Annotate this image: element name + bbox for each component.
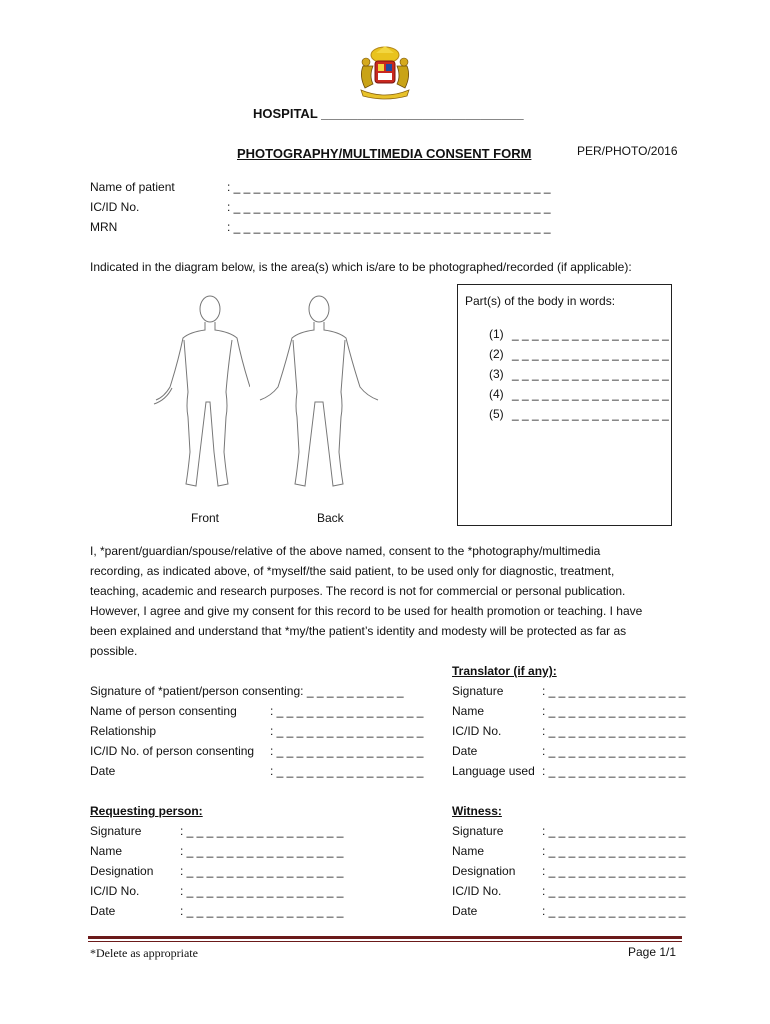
consenting-relationship-field[interactable]: : _ _ _ _ _ _ _ _ _ _ _ _ _ _ _ xyxy=(270,724,424,738)
part-number: (3) xyxy=(489,367,504,381)
part-number: (2) xyxy=(489,347,504,361)
witness-label: Signature xyxy=(452,824,504,838)
footer-divider xyxy=(88,941,682,942)
translator-label: IC/ID No. xyxy=(452,724,502,738)
consent-line: possible. xyxy=(90,644,138,658)
patient-mrn-label: MRN xyxy=(90,220,118,234)
consenting-label: IC/ID No. of person consenting xyxy=(90,744,255,758)
hospital-title: HOSPITAL ____________________________ xyxy=(253,106,524,121)
consenting-name-field[interactable]: : _ _ _ _ _ _ _ _ _ _ _ _ _ _ _ xyxy=(270,704,424,718)
translator-label: Signature xyxy=(452,684,504,698)
footer-divider xyxy=(88,936,682,939)
part-number: (4) xyxy=(489,387,504,401)
consent-line: teaching, academic and research purposes. The record is not for commercial or personal publication. xyxy=(90,584,626,598)
part-number: (5) xyxy=(489,407,504,421)
witness-name-field[interactable]: : _ _ _ _ _ _ _ _ _ _ _ _ _ _ xyxy=(542,844,686,858)
requesting-label: Designation xyxy=(90,864,154,878)
witness-label: IC/ID No. xyxy=(452,884,502,898)
patient-mrn-field[interactable]: : _ _ _ _ _ _ _ _ _ _ _ _ _ _ _ _ _ _ _ _ _ _ _ _ _ _ _ _ _ _ _ _ xyxy=(227,220,551,234)
translator-label: Date xyxy=(452,744,478,758)
translator-label: Language used xyxy=(452,764,535,778)
form-code: PER/PHOTO/2016 xyxy=(577,144,678,158)
body-parts-box xyxy=(457,284,672,526)
requesting-title: Requesting person: xyxy=(90,804,203,818)
back-body-outline-icon xyxy=(256,292,386,497)
witness-designation-field[interactable]: : _ _ _ _ _ _ _ _ _ _ _ _ _ _ xyxy=(542,864,686,878)
front-label: Front xyxy=(191,511,220,525)
witness-title: Witness: xyxy=(452,804,502,818)
translator-title: Translator (if any): xyxy=(452,664,557,678)
consent-statement xyxy=(90,541,682,661)
consenting-label: Date xyxy=(90,764,116,778)
footer-note: *Delete as appropriate xyxy=(90,946,198,960)
requesting-signature-field[interactable]: : _ _ _ _ _ _ _ _ _ _ _ _ _ _ _ _ xyxy=(180,824,344,838)
part-field[interactable]: _ _ _ _ _ _ _ _ _ _ _ _ _ _ _ _ xyxy=(512,327,669,341)
requesting-ic-field[interactable]: : _ _ _ _ _ _ _ _ _ _ _ _ _ _ _ _ xyxy=(180,884,344,898)
patient-ic-label: IC/ID No. xyxy=(90,200,140,214)
consent-line: I, *parent/guardian/spouse/relative of the above named, consent to the *photography/multimedia xyxy=(90,544,601,558)
consent-line: been explained and understand that *my/the patient’s identity and modesty will be protected as far as xyxy=(90,624,627,638)
requesting-label: Date xyxy=(90,904,116,918)
form-title: PHOTOGRAPHY/MULTIMEDIA CONSENT FORM xyxy=(237,146,532,161)
witness-ic-field[interactable]: : _ _ _ _ _ _ _ _ _ _ _ _ _ _ xyxy=(542,884,686,898)
consent-line: However, I agree and give my consent for this record to be used for health promotion or teaching. I have xyxy=(90,604,643,618)
translator-language-field[interactable]: : _ _ _ _ _ _ _ _ _ _ _ _ _ _ xyxy=(542,764,686,778)
consenting-label: Relationship xyxy=(90,724,157,738)
patient-name-label: Name of patient xyxy=(90,180,175,194)
patient-ic-field[interactable]: : _ _ _ _ _ _ _ _ _ _ _ _ _ _ _ _ _ _ _ _ _ _ _ _ _ _ _ _ _ _ _ _ xyxy=(227,200,551,214)
translator-signature-field[interactable]: : _ _ _ _ _ _ _ _ _ _ _ _ _ _ xyxy=(542,684,686,698)
back-label: Back xyxy=(317,511,344,525)
patient-name-field[interactable]: : _ _ _ _ _ _ _ _ _ _ _ _ _ _ _ _ _ _ _ _ _ _ _ _ _ _ _ _ _ _ _ _ xyxy=(227,180,551,194)
parts-title: Part(s) of the body in words: xyxy=(465,294,616,308)
requesting-label: Signature xyxy=(90,824,142,838)
requesting-label: Name xyxy=(90,844,123,858)
part-field[interactable]: _ _ _ _ _ _ _ _ _ _ _ _ _ _ _ _ xyxy=(512,407,669,421)
part-field[interactable]: _ _ _ _ _ _ _ _ _ _ _ _ _ _ _ _ xyxy=(512,367,669,381)
requesting-name-field[interactable]: : _ _ _ _ _ _ _ _ _ _ _ _ _ _ _ _ xyxy=(180,844,344,858)
consenting-label: Name of person consenting xyxy=(90,704,237,718)
consent-line: recording, as indicated above, of *myself/the said patient, to be used only for diagnostic, treatment, xyxy=(90,564,615,578)
part-number: (1) xyxy=(489,327,504,341)
requesting-date-field[interactable]: : _ _ _ _ _ _ _ _ _ _ _ _ _ _ _ _ xyxy=(180,904,344,918)
consenting-ic-field[interactable]: : _ _ _ _ _ _ _ _ _ _ _ _ _ _ _ xyxy=(270,744,424,758)
part-field[interactable]: _ _ _ _ _ _ _ _ _ _ _ _ _ _ _ _ xyxy=(512,347,669,361)
front-body-outline-icon xyxy=(150,292,250,497)
page-number: Page 1/1 xyxy=(628,945,677,959)
requesting-label: IC/ID No. xyxy=(90,884,140,898)
witness-label: Name xyxy=(452,844,485,858)
translator-name-field[interactable]: : _ _ _ _ _ _ _ _ _ _ _ _ _ _ xyxy=(542,704,686,718)
malaysia-crest-icon xyxy=(353,44,417,102)
translator-date-field[interactable]: : _ _ _ _ _ _ _ _ _ _ _ _ _ _ xyxy=(542,744,686,758)
requesting-designation-field[interactable]: : _ _ _ _ _ _ _ _ _ _ _ _ _ _ _ _ xyxy=(180,864,344,878)
part-field[interactable]: _ _ _ _ _ _ _ _ _ _ _ _ _ _ _ _ xyxy=(512,387,669,401)
witness-date-field[interactable]: : _ _ _ _ _ _ _ _ _ _ _ _ _ _ xyxy=(542,904,686,918)
witness-signature-field[interactable]: : _ _ _ _ _ _ _ _ _ _ _ _ _ _ xyxy=(542,824,686,838)
translator-label: Name xyxy=(452,704,485,718)
translator-ic-field[interactable]: : _ _ _ _ _ _ _ _ _ _ _ _ _ _ xyxy=(542,724,686,738)
consenting-signature-field[interactable]: Signature of *patient/person consenting: _ _ _ _ _ _ _ _ _ _ xyxy=(90,684,404,698)
consenting-date-field[interactable]: : _ _ _ _ _ _ _ _ _ _ _ _ _ _ _ xyxy=(270,764,424,778)
witness-label: Designation xyxy=(452,864,516,878)
witness-label: Date xyxy=(452,904,478,918)
diagram-instruction: Indicated in the diagram below, is the area(s) which is/are to be photographed/recorded (if applicable): xyxy=(90,260,632,274)
